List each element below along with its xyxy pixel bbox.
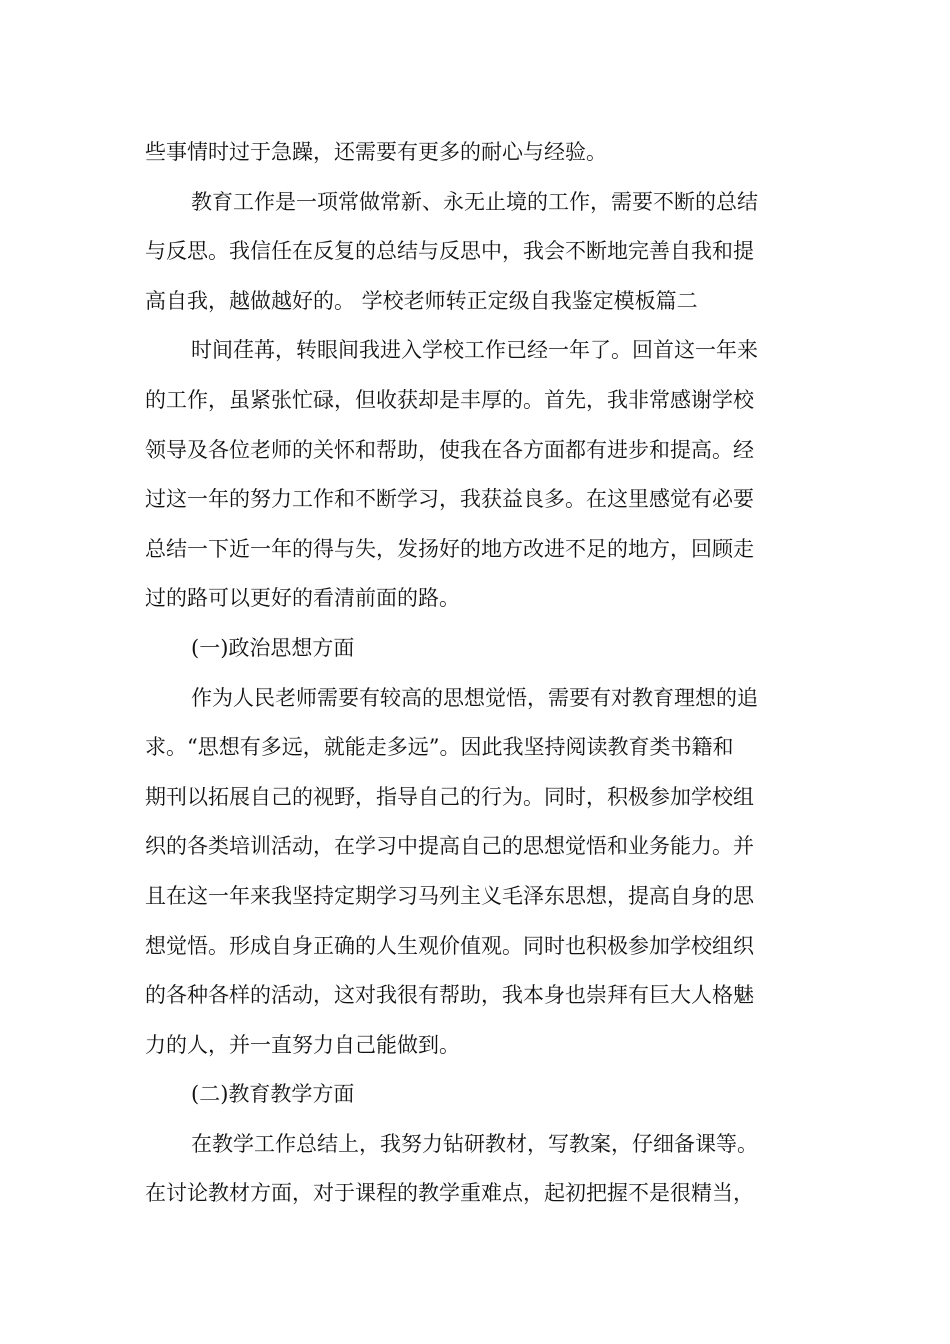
text-line: 的工作，虽紧张忙碌，但收获却是丰厚的。首先，我非常感谢学校 [145, 387, 754, 412]
text-line: 在教学工作总结上，我努力钻研教材，写教案，仔细备课等。 [191, 1131, 758, 1156]
section-heading: (一)政治思想方面 [191, 635, 355, 660]
text-line: 过的路可以更好的看清前面的路。 [145, 586, 460, 611]
text-line: 领导及各位老师的关怀和帮助，使我在各方面都有进步和提高。经 [145, 437, 754, 462]
text-line: 织的各类培训活动，在学习中提高自己的思想觉悟和业务能力。并 [145, 834, 754, 859]
text-line: 教育工作是一项常做常新、永无止境的工作，需要不断的总结 [191, 189, 758, 214]
text-line: 时间荏苒，转眼间我进入学校工作已经一年了。回首这一年来 [191, 338, 758, 363]
text-line: 求。“思想有多远，就能走多远”。因此我坚持阅读教育类书籍和 [145, 735, 734, 760]
text-line: 高自我，越做越好的。 学校老师转正定级自我鉴定模板篇二 [145, 288, 698, 313]
text-line: 过这一年的努力工作和不断学习，我获益良多。在这里感觉有必要 [145, 487, 754, 512]
text-line: 与反思。我信任在反复的总结与反思中，我会不断地完善自我和提 [145, 239, 754, 264]
text-line: 期刊以拓展自己的视野，指导自己的行为。同时，积极参加学校组 [145, 784, 754, 809]
text-line: 力的人，并一直努力自己能做到。 [145, 1032, 460, 1057]
text-line: 总结一下近一年的得与失，发扬好的地方改进不足的地方，回顾走 [145, 536, 754, 561]
document-body [145, 128, 809, 1219]
text-line: 的各种各样的活动，这对我很有帮助，我本身也崇拜有巨大人格魅 [145, 983, 754, 1008]
section-heading: (二)教育教学方面 [191, 1082, 355, 1107]
text-line: 且在这一年来我坚持定期学习马列主义毛泽东思想，提高自身的思 [145, 883, 754, 908]
text-line: 作为人民老师需要有较高的思想觉悟，需要有对教育理想的追 [191, 685, 758, 710]
text-line: 在讨论教材方面，对于课程的教学重难点，起初把握不是很精当， [145, 1181, 754, 1206]
text-line: 想觉悟。形成自身正确的人生观价值观。同时也积极参加学校组织 [145, 933, 754, 958]
text-line: 些事情时过于急躁，还需要有更多的耐心与经验。 [145, 140, 607, 164]
